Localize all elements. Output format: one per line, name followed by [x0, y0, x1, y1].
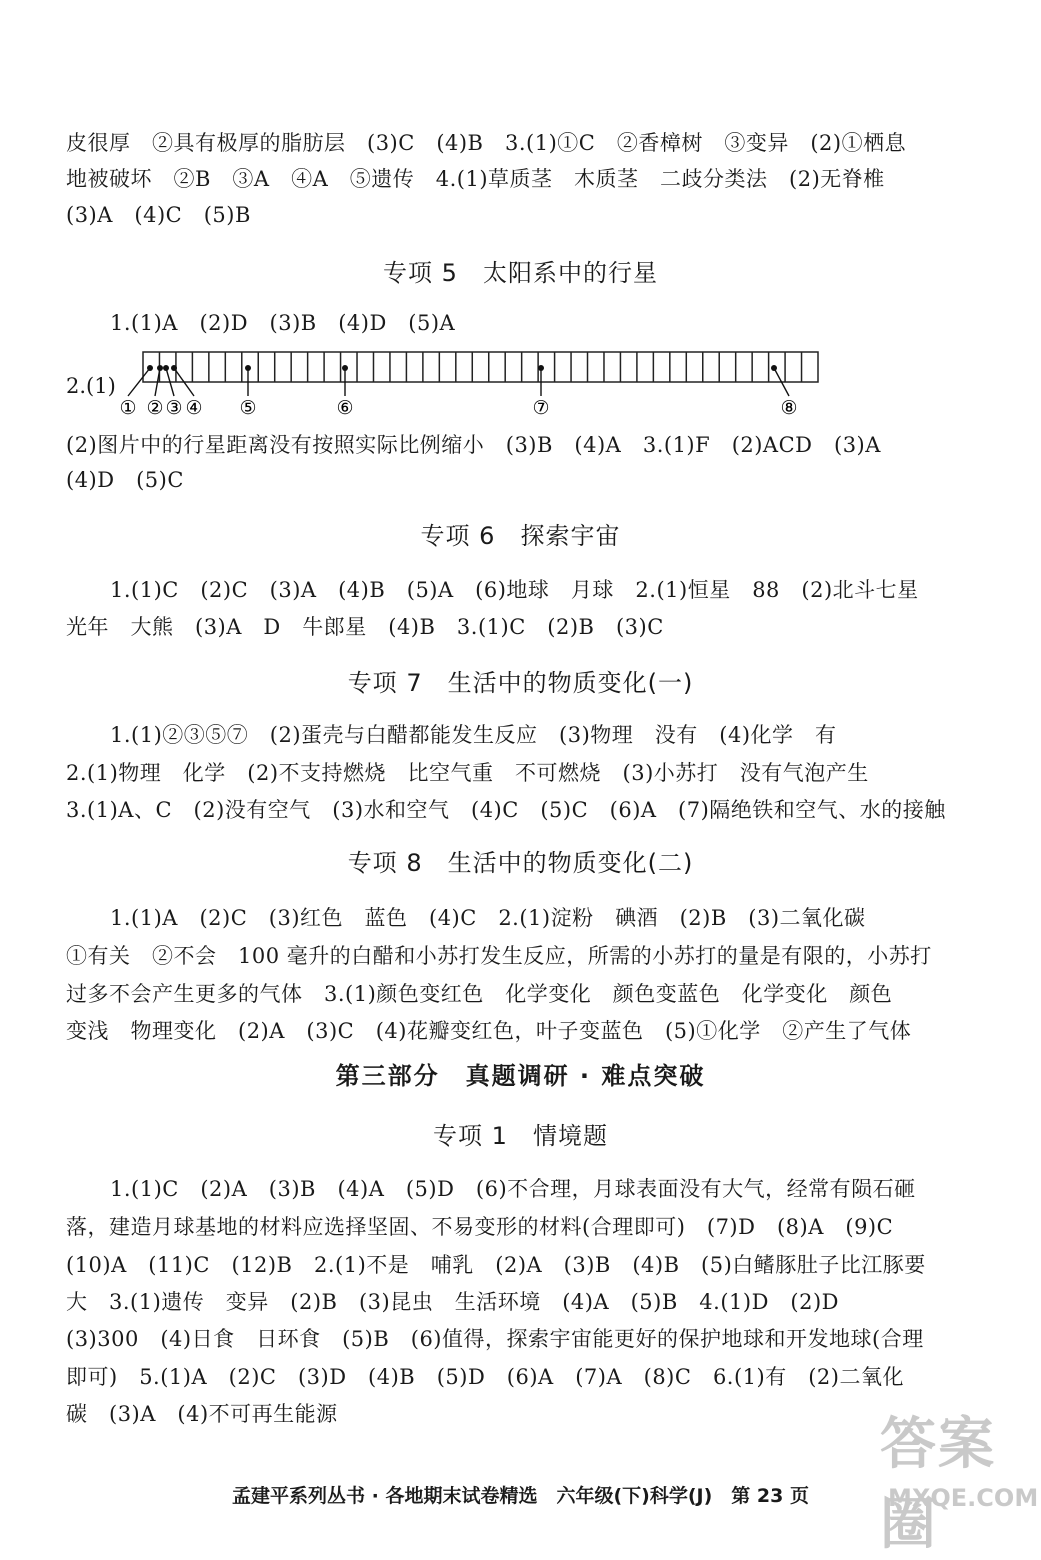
- text-line: ①有关 ②不会 100 毫升的白醋和小苏打发生反应，所需的小苏打的量是有限的，小苏打: [66, 944, 932, 968]
- text-line: 即可) 5.(1)A (2)C (3)D (4)B (5)D (6)A (7)A (8)C 6.(1)有 (2)二氧化: [66, 1365, 904, 1389]
- marker-label: ⑤: [239, 397, 257, 419]
- section-heading-7: 专项 7 生活中的物质变化(一): [347, 669, 694, 697]
- text-line: 3.(1)A、C (2)没有空气 (3)水和空气 (4)C (5)C (6)A (7)隔绝铁和空气、水的接触: [66, 798, 946, 822]
- page-footer: 孟建平系列丛书 · 各地期末试卷精选 六年级(下)科学(J) 第 23 页: [232, 1485, 809, 1507]
- section-heading-5: 专项 5 太阳系中的行星: [383, 259, 658, 287]
- marker-label: ①: [119, 397, 137, 419]
- text-line: (2)图片中的行星距离没有按照实际比例缩小 (3)B (4)A 3.(1)F (2)ACD (3)A: [66, 433, 881, 457]
- text-line: (10)A (11)C (12)B 2.(1)不是 哺乳 (2)A (3)B (4)B (5)白鳍豚肚子比江豚要: [66, 1253, 926, 1277]
- watermark-logo: [880, 1400, 1039, 1557]
- section-heading-8: 专项 8 生活中的物质变化(二): [347, 849, 694, 877]
- scale-bar: [143, 352, 818, 382]
- text-line: 碳 (3)A (4)不可再生能源: [66, 1402, 338, 1426]
- section-heading-6: 专项 6 探索宇宙: [420, 522, 621, 550]
- text-line: 光年 大熊 (3)A D 牛郎星 (4)B 3.(1)C (2)B (3)C: [66, 615, 664, 639]
- text-line: 变浅 物理变化 (2)A (3)C (4)花瓣变红色，叶子变蓝色 (5)①化学 ②产生了气体: [66, 1019, 912, 1043]
- marker-label: ⑧: [780, 397, 798, 419]
- text-line: (3)300 (4)日食 日环食 (5)B (6)值得，探索宇宙能更好的保护地球和开发地球(合理: [66, 1327, 924, 1351]
- diagram-label: 2.(1): [66, 374, 116, 398]
- marker-label: ⑥: [336, 397, 354, 419]
- text-line: 地被破坏 ②B ③A ④A ⑤遗传 4.(1)草质茎 木质茎 二歧分类法 (2)无脊椎: [66, 167, 885, 191]
- marker-label: ⑦: [532, 397, 550, 419]
- text-line: 1.(1)A (2)D (3)B (4)D (5)A: [110, 311, 456, 335]
- marker-label: ②: [146, 397, 164, 419]
- planet-marker: [771, 365, 798, 419]
- text-line: 皮很厚 ②具有极厚的脂肪层 (3)C (4)B 3.(1)①C ②香樟树 ③变异 (2)①栖息: [66, 131, 907, 155]
- text-line: 过多不会产生更多的气体 3.(1)颜色变红色 化学变化 颜色变蓝色 化学变化 颜色: [66, 982, 893, 1006]
- section-heading-1: 专项 1 情境题: [433, 1122, 608, 1150]
- text-line: 落，建造月球基地的材料应选择坚固、不易变形的材料(合理即可) (7)D (8)A (9)C: [66, 1215, 894, 1239]
- text-line: (4)D (5)C: [66, 468, 184, 492]
- planet-marker: [146, 365, 163, 419]
- watermark-sub: MXQE.COM: [888, 1484, 1039, 1512]
- marker-label: ③: [165, 397, 183, 419]
- planet-marker: [163, 365, 183, 419]
- text-line: 1.(1)C (2)C (3)A (4)B (5)A (6)地球 月球 2.(1)恒星 88 (2)北斗七星: [110, 578, 919, 602]
- text-line: (3)A (4)C (5)B: [66, 203, 251, 227]
- planet-marker: [336, 365, 353, 419]
- planet-distance-diagram: [0, 340, 1041, 430]
- scale-bar-frame: [143, 352, 818, 382]
- planet-marker: [532, 365, 549, 419]
- watermark-main: 答案圈: [880, 1412, 996, 1557]
- marker-label: ④: [185, 397, 203, 419]
- text-line: 大 3.(1)遗传 变异 (2)B (3)昆虫 生活环境 (4)A (5)B 4.(1)D (2)D: [66, 1290, 839, 1314]
- text-line: 1.(1)A (2)C (3)红色 蓝色 (4)C 2.(1)淀粉 碘酒 (2)B (3)二氧化碳: [110, 906, 866, 930]
- text-line: 1.(1)②③⑤⑦ (2)蛋壳与白醋都能发生反应 (3)物理 没有 (4)化学 有: [110, 723, 837, 747]
- part-title: 第三部分 真题调研 · 难点突破: [335, 1062, 706, 1090]
- text-line: 1.(1)C (2)A (3)B (4)A (5)D (6)不合理，月球表面没有大气，经常有陨石砸: [110, 1177, 916, 1201]
- text-line: 2.(1)物理 化学 (2)不支持燃烧 比空气重 不可燃烧 (3)小苏打 没有气泡产生: [66, 761, 869, 785]
- planet-markers: [119, 365, 797, 419]
